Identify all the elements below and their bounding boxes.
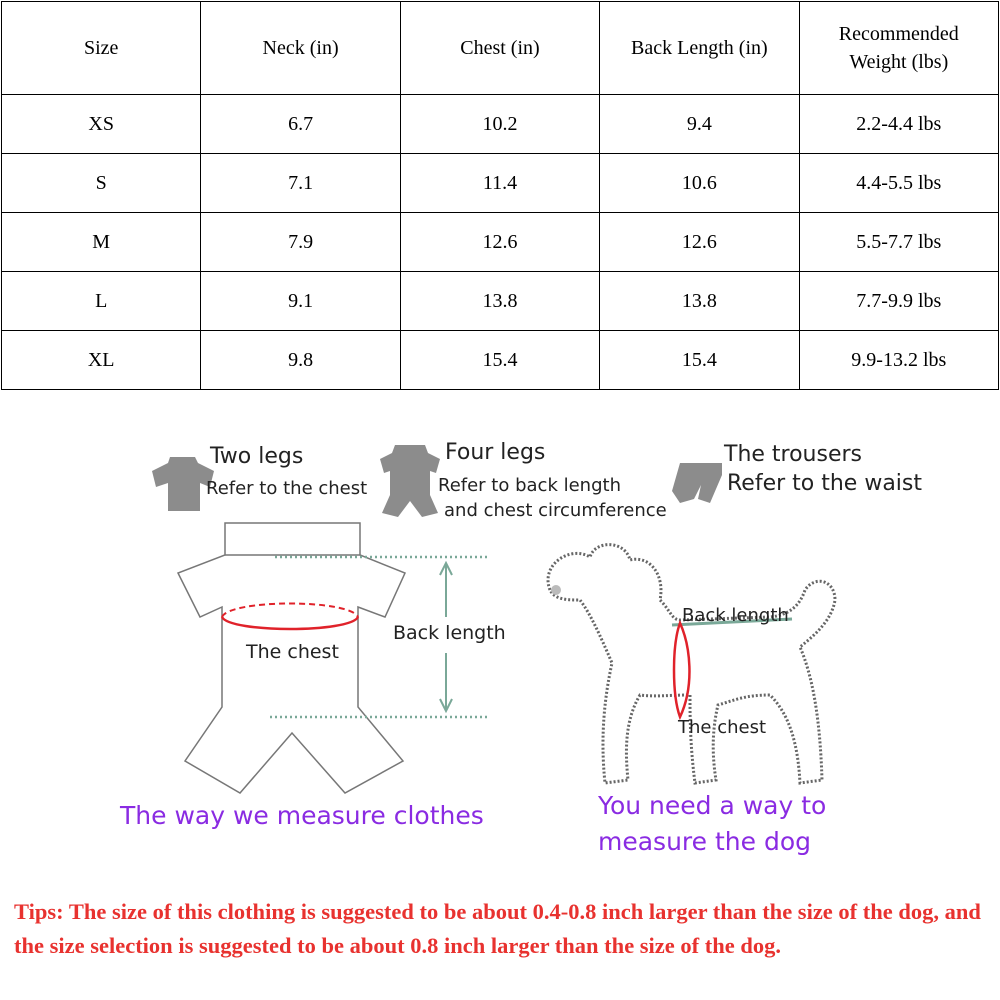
size-chart-table bbox=[1, 1, 999, 390]
header-chest: Chest (in) bbox=[400, 2, 599, 95]
header-back-length: Back Length (in) bbox=[600, 2, 799, 95]
cell-chest: 10.2 bbox=[400, 95, 599, 154]
cell-back-length: 15.4 bbox=[600, 331, 799, 390]
cell-back-length: 12.6 bbox=[600, 213, 799, 272]
dog-chest-label: The chest bbox=[678, 717, 767, 738]
table-row bbox=[2, 213, 999, 272]
table-row bbox=[2, 154, 999, 213]
cell-back-length: 13.8 bbox=[600, 272, 799, 331]
two-legs-subtitle: Refer to the chest bbox=[206, 478, 368, 499]
cell-weight: 5.5-7.7 lbs bbox=[799, 213, 998, 272]
four-legs-subtitle-1: Refer to back length bbox=[438, 475, 621, 496]
dog-caption-line-2: measure the dog bbox=[598, 827, 811, 856]
header-size: Size bbox=[2, 2, 201, 95]
cell-weight: 4.4-5.5 lbs bbox=[799, 154, 998, 213]
cell-size: L bbox=[2, 272, 201, 331]
four-legs-title: Four legs bbox=[445, 440, 546, 465]
cell-neck: 9.1 bbox=[201, 272, 400, 331]
cell-neck: 7.9 bbox=[201, 213, 400, 272]
cell-size: M bbox=[2, 213, 201, 272]
dog-caption-line-1: You need a way to bbox=[598, 791, 827, 820]
header-weight-line-1: Recommended bbox=[838, 23, 959, 45]
four-legs-subtitle-2: and chest circumference bbox=[444, 500, 667, 521]
dog-chest-line bbox=[674, 623, 689, 717]
header-recommended-weight bbox=[799, 2, 998, 95]
dog-nose-icon bbox=[551, 585, 561, 595]
table-row bbox=[2, 95, 999, 154]
cell-weight: 2.2-4.4 lbs bbox=[799, 95, 998, 154]
two-legs-title: Two legs bbox=[210, 444, 304, 469]
table-row bbox=[2, 331, 999, 390]
measurement-guide bbox=[0, 395, 1000, 880]
dog-back-length-label: Back length bbox=[682, 605, 789, 626]
header-weight-line-2: Weight (lbs) bbox=[849, 51, 949, 73]
trousers-subtitle: Refer to the waist bbox=[727, 471, 923, 496]
cell-neck: 7.1 bbox=[201, 154, 400, 213]
cell-chest: 15.4 bbox=[400, 331, 599, 390]
sizing-tips: Tips: The size of this clothing is suggested to be about 0.4-0.8 inch larger than the size of the dog, and the size selection is suggested to be about 0.8 inch larger than the size of the dog. bbox=[14, 899, 981, 958]
cell-back-length: 9.4 bbox=[600, 95, 799, 154]
four-legs-jumpsuit-icon bbox=[380, 445, 440, 517]
cell-size: XL bbox=[2, 331, 201, 390]
clothes-back-length-label: Back length bbox=[393, 622, 506, 644]
cell-size: XS bbox=[2, 95, 201, 154]
cell-neck: 9.8 bbox=[201, 331, 400, 390]
clothes-chest-line-back bbox=[222, 604, 358, 618]
cell-weight: 7.7-9.9 lbs bbox=[799, 272, 998, 331]
trousers-icon bbox=[672, 463, 722, 503]
clothes-chest-label: The chest bbox=[246, 641, 339, 663]
cell-neck: 6.7 bbox=[201, 95, 400, 154]
trousers-title: The trousers bbox=[724, 442, 863, 467]
cell-size: S bbox=[2, 154, 201, 213]
cell-chest: 12.6 bbox=[400, 213, 599, 272]
dog-outline bbox=[548, 545, 835, 783]
cell-chest: 13.8 bbox=[400, 272, 599, 331]
clothes-chest-line bbox=[222, 617, 358, 629]
clothes-caption: The way we measure clothes bbox=[120, 801, 484, 830]
cell-chest: 11.4 bbox=[400, 154, 599, 213]
cell-back-length: 10.6 bbox=[600, 154, 799, 213]
cell-weight: 9.9-13.2 lbs bbox=[799, 331, 998, 390]
table-header-row bbox=[2, 2, 999, 95]
two-legs-shirt-icon bbox=[152, 457, 214, 511]
table-row bbox=[2, 272, 999, 331]
header-neck: Neck (in) bbox=[201, 2, 400, 95]
